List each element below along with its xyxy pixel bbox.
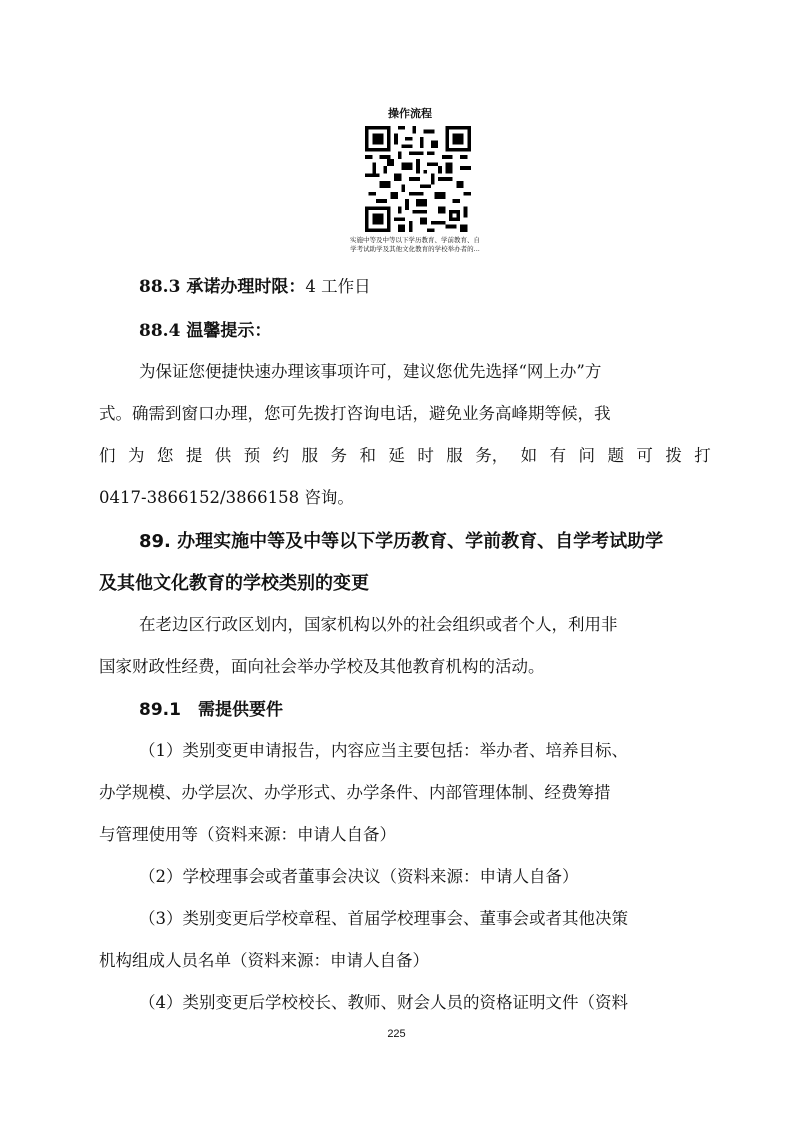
list-item-line: 机构组成人员名单（资料来源：申请人自备） [99,951,429,970]
section-89-heading-line-2: 及其他文化教育的学校类别的变更 [99,573,369,594]
char: 可 [636,446,653,465]
qr-code-image [365,126,471,232]
paragraph-line: 为保证您便捷快速办理该事项许可，建议您优先选择“网上办”方 [139,362,602,381]
list-item-line: （3）类别变更后学校章程、首届学校理事会、董事会或者其他决策 [139,909,628,928]
qr-caption-line-1: 实施中等及中等以下学历教育、学前教育、自 [350,236,480,244]
char: 约 [272,446,290,465]
qr-title: 操作流程 [388,107,432,120]
char: 和 [359,446,376,465]
char: 拨 [665,446,682,465]
char: 题 [607,446,624,465]
char: 延 [388,446,405,465]
char: 为 [127,446,145,465]
qr-caption-line-2: 学考试助学及其他文化教育的学校举办者的... [350,245,480,253]
paragraph-line-justified [99,442,711,466]
list-item-line: （4）类别变更后学校校长、教师、财会人员的资格证明文件（资料 [139,993,628,1012]
char: 问 [578,446,595,465]
char: 如 [520,446,538,465]
paragraph-line: 在老边区行政区划内，国家机构以外的社会组织或者个人，利用非 [139,615,618,634]
list-item-line: （2）学校理事会或者董事会决议（资料来源：申请人自备） [139,867,579,886]
char: 提 [185,446,203,465]
page-number: 225 [387,1028,406,1040]
section-89-1-heading: 89.1 需提供要件 [139,700,283,720]
section-88-3-label: 88.3 承诺办理时限： [139,277,306,297]
paragraph-line: 国家财政性经费，面向社会举办学校及其他教育机构的活动。 [99,657,545,676]
char: 预 [243,446,261,465]
char: 打 [694,446,711,465]
char: 您 [156,446,174,465]
char: 务， [475,446,509,465]
qr-caption [340,236,490,254]
char: 有 [549,446,567,465]
char: 务 [330,446,347,465]
list-item-line: 办学规模、办学层次、办学形式、办学条件、内部管理体制、经费筹措 [99,783,611,802]
paragraph-line: 式。确需到窗口办理，您可先拨打咨询电话，避免业务高峰期等候，我 [99,404,611,423]
char: 们 [99,446,116,465]
paragraph-line: 0417-3866152/3866158 咨询。 [99,488,354,507]
section-88-3 [139,272,751,297]
list-item-line: 与管理使用等（资料来源：申请人自备） [99,825,396,844]
char: 时 [417,446,434,465]
char: 服 [446,446,463,465]
section-88-3-value: 4 工作日 [305,277,371,296]
char: 供 [214,446,232,465]
section-89-heading-line-1: 89. 办理实施中等及中等以下学历教育、学前教育、自学考试助学 [139,531,664,552]
list-item-line: （1）类别变更申请报告，内容应当主要包括：举办者、培养目标、 [139,741,628,760]
section-88-4-heading: 88.4 温馨提示： [139,321,272,341]
char: 服 [301,446,319,465]
